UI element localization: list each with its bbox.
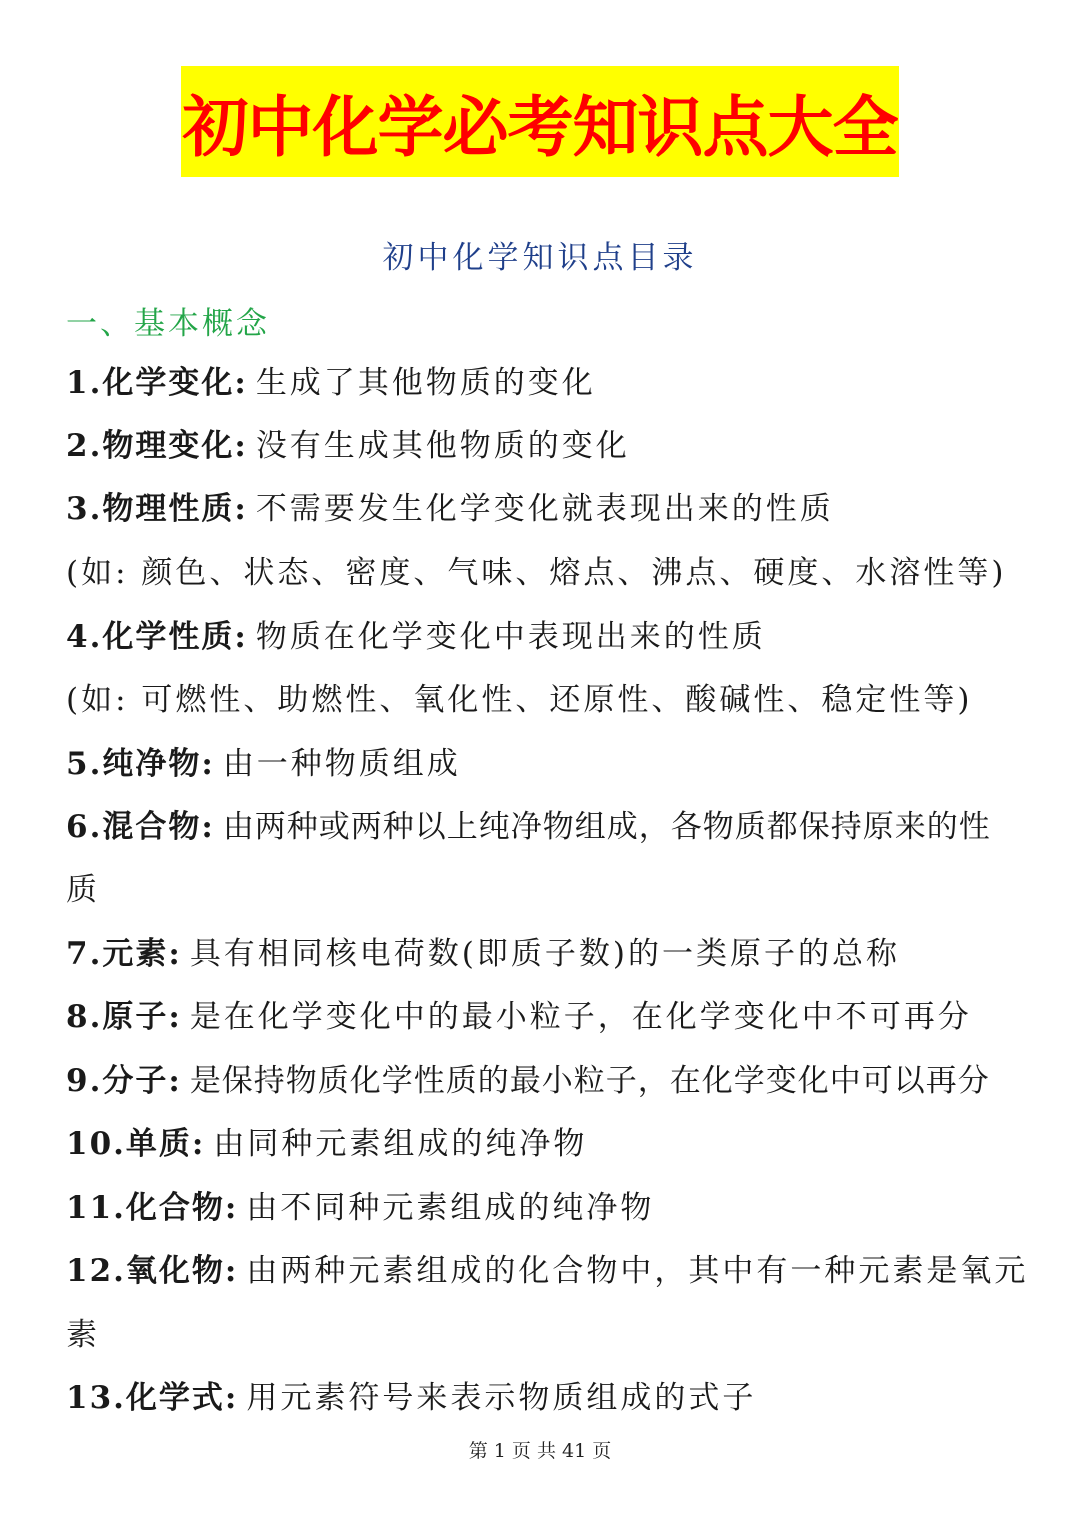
list-item [66,363,596,403]
item-term: 12.氧化物: [66,1253,239,1289]
item-definition: 具有相同核电荷数(即质子数)的一类原子的总称 [189,936,900,972]
list-item [66,1251,1028,1291]
item-definition: 由一种物质组成 [222,746,461,782]
item-definition: 是保持物质化学性质的最小粒子，在化学变化中可以再分 [189,1063,990,1099]
list-item [66,1061,990,1101]
item-term: 1.化学变化: [66,365,248,401]
item-term: 13.化学式: [66,1380,239,1416]
list-item [66,744,461,784]
item-definition: 由两种或两种以上纯净物组成，各物质都保持原来的性 [222,809,991,845]
list-item [66,807,991,847]
item-term: 7.元素: [66,936,182,972]
item-term: 5.纯净物: [66,746,215,782]
page-title: 初中化学必考知识点大全 [182,89,898,166]
item-definition: 由不同种元素组成的纯净物 [246,1190,655,1226]
list-item [66,617,766,657]
item-definition: 不需要发生化学变化就表现出来的性质 [255,491,834,527]
list-item [66,489,834,529]
item-term: 11.化合物: [66,1190,239,1226]
item-definition: 用元素符号来表示物质组成的式子 [246,1380,757,1416]
section-heading: 一、基本概念 [66,306,270,342]
item-definition: 生成了其他物质的变化 [255,365,596,401]
item-definition: 是在化学变化中的最小粒子，在化学变化中不可再分 [189,999,972,1035]
item-term: 4.化学性质: [66,619,248,655]
list-item [66,1378,756,1418]
item-term: 8.原子: [66,999,182,1035]
item-note: (如: 颜色、状态、密度、气味、熔点、沸点、硬度、水溶性等) [66,555,1007,591]
item-term: 6.混合物: [66,809,215,845]
list-item [66,997,972,1037]
list-item [66,426,630,466]
list-item [66,1124,587,1164]
item-note: 质 [66,872,100,908]
item-term: 10.单质: [66,1126,206,1162]
page-footer: 第 1 页 共 41 页 [468,1440,612,1462]
item-term: 2.物理变化: [66,428,248,464]
item-term: 3.物理性质: [66,491,248,527]
list-item [66,934,900,974]
item-note: 素 [66,1317,100,1353]
item-term: 9.分子: [66,1063,182,1099]
title-banner [181,66,899,177]
item-definition: 由同种元素组成的纯净物 [213,1126,588,1162]
item-note: (如: 可燃性、助燃性、氧化性、还原性、酸碱性、稳定性等) [66,682,973,718]
toc-heading: 初中化学知识点目录 [382,240,698,276]
list-item [66,1188,654,1228]
item-definition: 没有生成其他物质的变化 [255,428,630,464]
item-definition: 由两种元素组成的化合物中，其中有一种元素是氧元 [246,1253,1029,1289]
item-definition: 物质在化学变化中表现出来的性质 [255,619,766,655]
